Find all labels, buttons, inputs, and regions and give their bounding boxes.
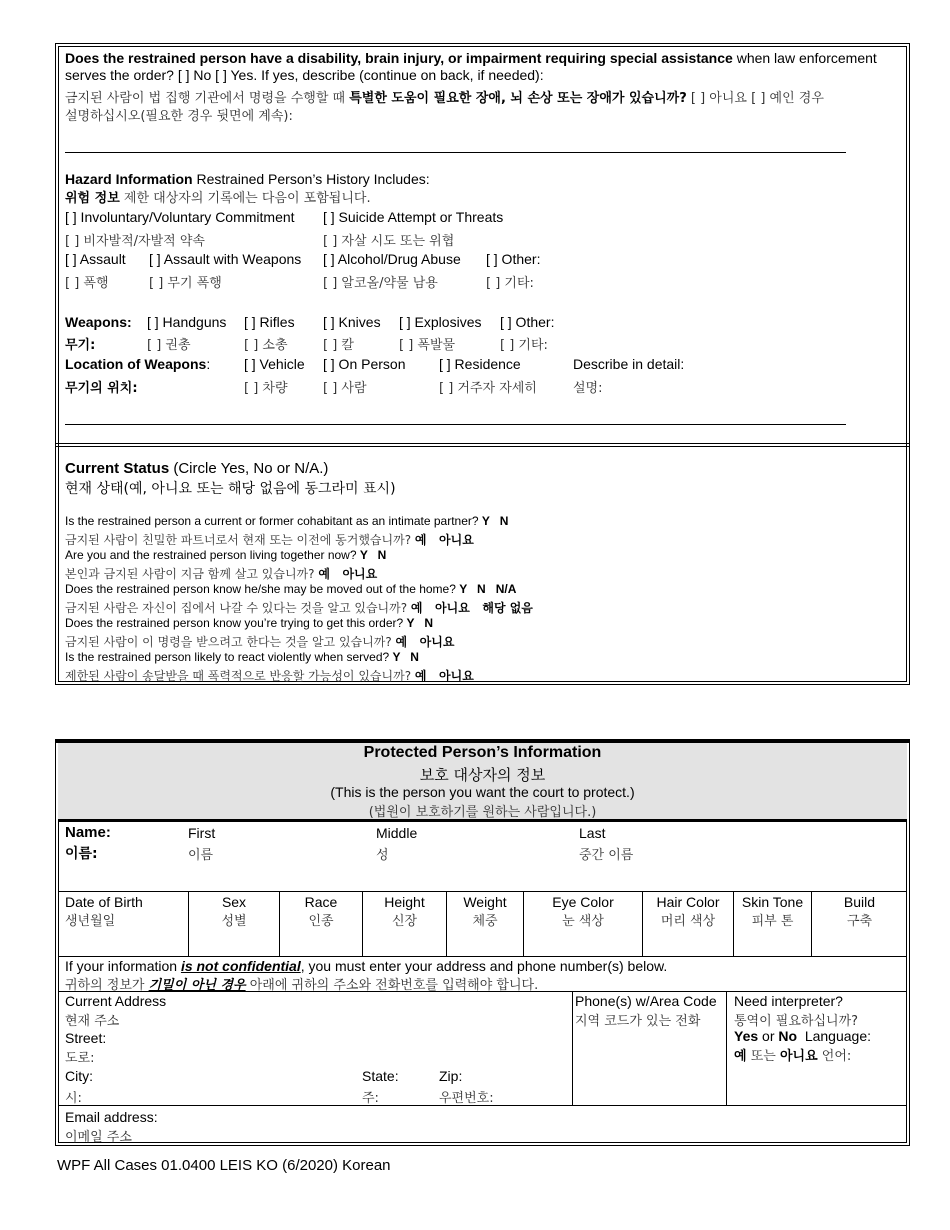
weapons-label: Weapons: [65, 314, 132, 330]
current-address-label: Current Address [65, 993, 167, 1009]
weapons-location-residence[interactable]: [ ] Residence [439, 356, 521, 372]
current-address-ko: 현재 주소 [65, 1014, 120, 1029]
weapons-location-on-person-ko: [ ] 사람 [323, 381, 367, 396]
hazard-other-ko: [ ] 기타: [486, 276, 534, 291]
status-question: Does the restrained person know you’re trying to get this order? Y N [65, 616, 433, 630]
hazard-involuntary[interactable]: [ ] Involuntary/Voluntary Commitment [65, 209, 295, 225]
status-answer-options-ko[interactable]: 예 아니요 [414, 533, 474, 547]
demographic-label-ko: 인종 [308, 914, 334, 929]
name-last-ko: 중간 이름 [579, 848, 634, 863]
disability-question-ko: 금지된 사람이 법 집행 기관에서 명령을 수행할 때 특별한 도움이 필요한 장애, 뇌 손상 또는 장애가 있습니까? [ ] 아니요 [ ] 예인 경우 [65, 91, 824, 106]
hazard-alcohol[interactable]: [ ] Alcohol/Drug Abuse [323, 251, 461, 267]
phone-interp-divider [726, 991, 727, 1105]
demographic-label: Race [304, 894, 338, 910]
weapons-location-on-person[interactable]: [ ] On Person [323, 356, 406, 372]
name-label-ko: 이름: [65, 846, 98, 862]
name-first-ko: 이름 [188, 848, 214, 863]
weapons-knives-ko: [ ] 칼 [323, 338, 354, 353]
name-first-field[interactable]: First [188, 825, 216, 841]
weapons-describe-label: Describe in detail: [573, 356, 685, 372]
email-ko: 이메일 주소 [65, 1130, 132, 1145]
status-answer-options[interactable]: Y N [392, 650, 419, 664]
weapons-other[interactable]: [ ] Other: [500, 314, 555, 330]
disability-question: Does the restrained person have a disability, brain injury, or impairment requiring special assistance when law enforcement [65, 50, 877, 66]
interpreter-yes-no-ko: 예 또는 아니요 언어: [734, 1049, 852, 1064]
protected-title: Protected Person’s Information [363, 744, 602, 761]
section-divider [55, 443, 910, 444]
status-answer-options-ko[interactable]: 예 아니요 [414, 669, 474, 683]
demographic-label: Height [384, 894, 425, 910]
interpreter-label-ko: 통역이 필요하십니까? [734, 1014, 859, 1029]
status-question: Is the restrained person a current or former cohabitant as an intimate partner? Y N [65, 514, 509, 528]
demographic-label-ko: 피부 톤 [751, 914, 794, 929]
demographic-label: Skin Tone [741, 894, 804, 910]
demographic-field[interactable] [362, 891, 446, 956]
interpreter-label: Need interpreter? [734, 993, 843, 1009]
status-question-ko: 금지된 사람이 친밀한 파트너로서 현재 또는 이전에 동거했습니까? 예 아니요 [65, 533, 474, 547]
weapons-explosives-ko: [ ] 폭발물 [399, 338, 456, 353]
demographic-field[interactable] [733, 891, 811, 956]
weapons-rifles[interactable]: [ ] Rifles [244, 314, 295, 330]
phone-field[interactable]: Phone(s) w/Area Code [575, 993, 717, 1009]
weapons-handguns-ko: [ ] 권총 [147, 338, 191, 353]
address-section-rule [58, 991, 907, 992]
status-answer-options[interactable]: Y N [481, 514, 509, 528]
hazard-assault-weapons[interactable]: [ ] Assault with Weapons [149, 251, 302, 267]
hazard-assault[interactable]: [ ] Assault [65, 251, 126, 267]
status-title: Current Status (Circle Yes, No or N/A.) [65, 460, 329, 477]
hazard-suicide[interactable]: [ ] Suicide Attempt or Threats [323, 209, 504, 225]
demographic-label-ko: 구축 [846, 914, 873, 929]
demographic-label: Eye Color [552, 894, 614, 910]
demographic-label-ko: 성별 [221, 914, 247, 929]
status-answer-options[interactable]: Y N [359, 548, 387, 562]
status-answer-options[interactable]: Y N N/A [459, 582, 517, 596]
demographic-field[interactable] [446, 891, 523, 956]
demographic-label-ko: 신장 [391, 914, 418, 929]
name-middle-field[interactable]: Middle [376, 825, 418, 841]
protected-subtitle-ko: (법원이 보호하기를 원하는 사람입니다.) [368, 805, 597, 820]
phone-ko: 지역 코드가 있는 전화 [575, 1014, 701, 1029]
hazard-title: Hazard Information Restrained Person’s History Includes: [65, 171, 430, 187]
status-question: Is the restrained person likely to react violently when served? Y N [65, 650, 419, 664]
zip-field[interactable]: Zip: [439, 1068, 463, 1084]
zip-ko: 우편번호: [439, 1091, 494, 1106]
confidential-notice: If your information is not confidential, you must enter your address and phone number(s) below. [65, 958, 668, 974]
demographic-field[interactable] [188, 891, 279, 956]
city-field[interactable]: City: [65, 1068, 93, 1084]
demographic-label: Hair Color [656, 894, 720, 910]
name-last-field[interactable]: Last [579, 825, 606, 841]
protected-subtitle: (This is the person you want the court to protect.) [330, 784, 635, 800]
weapons-label-ko: 무기: [65, 338, 96, 353]
status-title-ko: 현재 상태(예, 아니요 또는 해당 없음에 동그라미 표시) [65, 481, 396, 497]
disability-question-line2: serves the order? [ ] No [ ] Yes. If yes, describe (continue on back, if needed): [65, 67, 544, 83]
demographic-label-ko: 머리 색상 [660, 914, 716, 929]
confidential-notice-ko: 귀하의 정보가 기밀이 아닌 경우 아래에 귀하의 주소와 전화번호를 입력해야 합니다. [65, 978, 539, 993]
demographic-field[interactable] [279, 891, 362, 956]
weapons-knives[interactable]: [ ] Knives [323, 314, 381, 330]
weapons-location-vehicle-ko: [ ] 차량 [244, 381, 288, 396]
weapons-rifles-ko: [ ] 소총 [244, 338, 288, 353]
demographic-label-ko: 체중 [472, 914, 498, 929]
demographic-label: Date of Birth [65, 894, 143, 910]
demographic-field[interactable] [811, 891, 907, 956]
weapons-location-vehicle[interactable]: [ ] Vehicle [244, 356, 305, 372]
email-row-rule [58, 1105, 907, 1106]
street-ko: 도로: [65, 1051, 95, 1066]
weapons-handguns[interactable]: [ ] Handguns [147, 314, 227, 330]
weapons-location-label-ko: 무기의 위치: [65, 381, 138, 396]
status-question: Does the restrained person know he/she may be moved out of the home? Y N N/A [65, 582, 517, 596]
address-phone-divider [572, 991, 573, 1105]
status-question-ko: 금지된 사람은 자신이 집에서 나갈 수 있다는 것을 알고 있습니까? 예 아니요 해당 없음 [65, 601, 533, 615]
form-footer: WPF All Cases 01.0400 LEIS KO (6/2020) Korean [57, 1157, 391, 1174]
city-ko: 시: [65, 1091, 82, 1106]
status-question-ko: 금지된 사람이 이 명령을 받으려고 한다는 것을 알고 있습니까? 예 아니요 [65, 635, 455, 649]
street-field[interactable]: Street: [65, 1030, 107, 1046]
hazard-involuntary-ko: [ ] 비자발적/자발적 약속 [65, 234, 205, 249]
hazard-title-ko: 위험 정보 제한 대상자의 기록에는 다음이 포함됩니다. [65, 191, 371, 206]
demographic-label-ko: 눈 색상 [562, 914, 604, 929]
name-label: Name: [65, 824, 111, 841]
weapons-describe-label-ko: 설명: [573, 381, 603, 396]
weapons-explosives[interactable]: [ ] Explosives [399, 314, 482, 330]
hazard-assault-weapons-ko: [ ] 무기 폭행 [149, 276, 222, 291]
state-field[interactable]: State: [362, 1068, 399, 1084]
demographic-field[interactable] [523, 891, 642, 956]
hazard-alcohol-ko: [ ] 알코올/약물 남용 [323, 276, 438, 291]
weapons-location-residence-ko: [ ] 거주자 자세히 [439, 381, 537, 396]
status-answer-options-ko[interactable]: 예 아니요 해당 없음 [410, 601, 533, 615]
demographic-field[interactable] [642, 891, 733, 956]
demographic-label-ko: 생년월일 [65, 914, 116, 929]
status-answer-options-ko[interactable]: 예 아니요 [318, 567, 378, 581]
hazard-suicide-ko: [ ] 자살 시도 또는 위협 [323, 234, 455, 249]
disability-question-ko-line2: 설명하십시오(필요한 경우 뒷면에 계속): [65, 109, 293, 124]
status-question-ko: 제한된 사람이 송달받을 때 폭력적으로 반응할 가능성이 있습니까? 예 아니요 [65, 669, 474, 683]
section-divider-inner [55, 446, 910, 447]
demographic-label: Weight [463, 894, 507, 910]
demographic-field[interactable] [58, 891, 188, 956]
status-question-ko: 본인과 금지된 사람이 지금 함께 살고 있습니까? 예 아니요 [65, 567, 378, 581]
hazard-other[interactable]: [ ] Other: [486, 251, 541, 267]
email-field[interactable]: Email address: [65, 1109, 158, 1125]
status-answer-options[interactable]: Y N [406, 616, 433, 630]
disability-answer-line[interactable] [65, 152, 846, 153]
hazard-assault-ko: [ ] 폭행 [65, 276, 109, 291]
demographic-label: Sex [221, 894, 247, 910]
status-question: Are you and the restrained person living together now? Y N [65, 548, 387, 562]
demographics-row-rule [58, 956, 907, 957]
weapons-describe-line[interactable] [65, 424, 846, 425]
name-middle-ko: 성 [376, 848, 389, 863]
weapons-other-ko: [ ] 기타: [500, 338, 548, 353]
interpreter-yes-no[interactable]: Yes or No Language: [734, 1028, 872, 1044]
state-ko: 주: [362, 1091, 379, 1106]
protected-title-ko: 보호 대상자의 정보 [419, 766, 546, 784]
weapons-location-label: Location of Weapons: [65, 356, 211, 372]
status-answer-options-ko[interactable]: 예 아니요 [395, 635, 455, 649]
demographic-label: Build [843, 894, 876, 910]
